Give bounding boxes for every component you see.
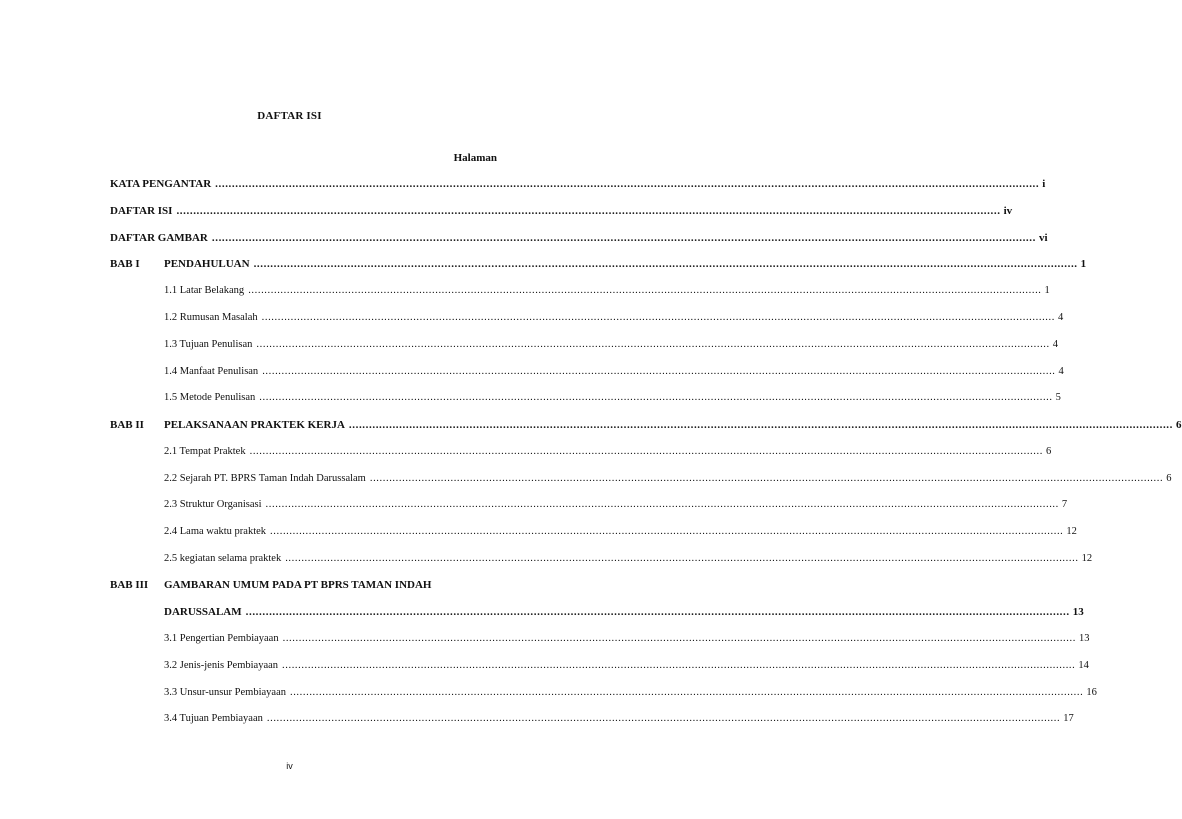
toc-entry-page: 17 [1063, 713, 1074, 724]
toc-entry-page: vi [1038, 232, 1048, 244]
dot-leader: ...................................................................................................................................................................................................................................................... [215, 178, 1040, 190]
toc-entry [110, 365, 1064, 379]
toc-entry-page: 16 [1086, 687, 1097, 698]
dot-leader: ...................................................................................................................................................................................................................................................... [261, 312, 1055, 323]
toc-entry [110, 632, 1090, 646]
toc-entry-page: 13 [1078, 633, 1090, 644]
toc-entry-text: 3.3 Unsur-unsur Pembiayaan [164, 687, 286, 698]
toc-entry-text: 1.1 Latar Belakang [164, 285, 245, 296]
dot-leader: ...................................................................................................................................................................................................................................................... [348, 419, 1174, 431]
toc-entry-page: i [1042, 178, 1046, 190]
toc-entry-text: 1.5 Metode Penulisan [164, 392, 256, 403]
dot-leader: ...................................................................................................................................................................................................................................................... [262, 366, 1056, 377]
toc-entry-text: 1.4 Manfaat Penulisan [164, 366, 259, 377]
dot-leader: ...................................................................................................................................................................................................................................................... [253, 258, 1078, 270]
page-column-header: Halaman [453, 152, 497, 164]
toc-entry-page: 12 [1081, 553, 1093, 564]
dot-leader: ...................................................................................................................................................................................................................................................... [259, 392, 1053, 403]
toc-entry-text: 2.3 Struktur Organisasi [164, 499, 262, 510]
dot-leader: ...................................................................................................................................................................................................................................................... [249, 446, 1043, 457]
toc-entry [110, 338, 1058, 352]
toc-entry-page: iv [1003, 205, 1013, 217]
dot-leader: ...................................................................................................................................................................................................................................................... [289, 687, 1084, 698]
toc-entry-page: 1 [1080, 258, 1087, 270]
toc-entry [110, 498, 1068, 512]
chapter-label: BAB II [110, 419, 144, 431]
toc-entry-text: 2.4 Lama waktu praktek [164, 526, 267, 537]
toc-entry [110, 552, 1093, 566]
toc-entry-page: 12 [1066, 526, 1077, 537]
toc-entry [110, 578, 497, 592]
toc-entry [110, 177, 1046, 191]
toc-entry [110, 525, 1077, 539]
toc-entry-text: 3.1 Pengertian Pembiayaan [164, 633, 279, 644]
toc-entry [110, 686, 1097, 700]
toc-entry-page: 6 [1176, 419, 1182, 431]
toc-entry-text: 2.1 Tempat Praktek [164, 446, 246, 457]
toc-entry-page: 14 [1078, 660, 1089, 671]
toc-entry [110, 445, 1052, 459]
toc-title: DAFTAR ISI [257, 110, 322, 122]
toc-entry-text: 3.2 Jenis-jenis Pembiayaan [164, 660, 279, 671]
toc-entry-text: KATA PENGANTAR [110, 178, 212, 190]
toc-entry [110, 659, 1089, 673]
toc-entry [110, 605, 1084, 619]
toc-entry-text: 2.2 Sejarah PT. BPRS Taman Indah Darussalam [164, 473, 366, 484]
dot-leader: ...................................................................................................................................................................................................................................................... [285, 553, 1079, 564]
dot-leader: ...................................................................................................................................................................................................................................................... [176, 205, 1001, 217]
toc-entry-text: GAMBARAN UMUM PADA PT BPRS TAMAN INDAH [164, 579, 432, 591]
toc-entry [110, 204, 1013, 218]
chapter-label: BAB III [110, 579, 149, 591]
toc-entry-page: 4 [1058, 366, 1064, 377]
toc-entry-page: 1 [1044, 285, 1050, 296]
dot-leader: ...................................................................................................................................................................................................................................................... [266, 713, 1061, 724]
toc-entry-page: 7 [1061, 499, 1068, 510]
dot-leader: ...................................................................................................................................................................................................................................................... [369, 473, 1164, 484]
toc-entry [110, 712, 1074, 726]
dot-leader: ...................................................................................................................................................................................................................................................... [282, 660, 1076, 671]
toc-entry-text: 1.2 Rumusan Masalah [164, 312, 258, 323]
dot-leader: ...................................................................................................................................................................................................................................................... [245, 606, 1070, 618]
toc-entry-text: DARUSSALAM [164, 606, 242, 618]
toc-entry [110, 284, 1050, 298]
dot-leader: ...................................................................................................................................................................................................................................................... [248, 285, 1042, 296]
toc-entry-page: 6 [1045, 446, 1052, 457]
toc-entry-page: 4 [1052, 339, 1058, 350]
toc-entry-text: DAFTAR GAMBAR [110, 232, 208, 244]
toc-entry [110, 231, 1048, 245]
toc-entry-text: 1.3 Tujuan Penulisan [164, 339, 253, 350]
dot-leader: ...................................................................................................................................................................................................................................................... [265, 499, 1059, 510]
toc-entry [110, 418, 1182, 432]
toc-entry-page: 5 [1055, 392, 1061, 403]
page-number: iv [286, 761, 293, 771]
dot-leader: ...................................................................................................................................................................................................................................................... [270, 526, 1064, 537]
toc-entry-page: 4 [1057, 312, 1064, 323]
toc-entry-text: PELAKSANAAN PRAKTEK KERJA [164, 419, 345, 431]
toc-entry-text: PENDAHULUAN [164, 258, 250, 270]
toc-entry [110, 472, 1172, 486]
toc-entry-page: 13 [1072, 606, 1084, 618]
chapter-label: BAB I [110, 258, 140, 270]
dot-leader: ...................................................................................................................................................................................................................................................... [211, 232, 1036, 244]
toc-entry-text: DAFTAR ISI [110, 205, 173, 217]
toc-entry [110, 311, 1064, 325]
dot-leader: ...................................................................................................................................................................................................................................................... [256, 339, 1050, 350]
toc-entry-page: 6 [1166, 473, 1172, 484]
toc-entry [110, 257, 1087, 271]
toc-entry-text: 2.5 kegiatan selama praktek [164, 553, 282, 564]
toc-entry [110, 391, 1061, 405]
toc-entry-text: 3.4 Tujuan Pembiayaan [164, 713, 263, 724]
dot-leader: ...................................................................................................................................................................................................................................................... [282, 633, 1076, 644]
